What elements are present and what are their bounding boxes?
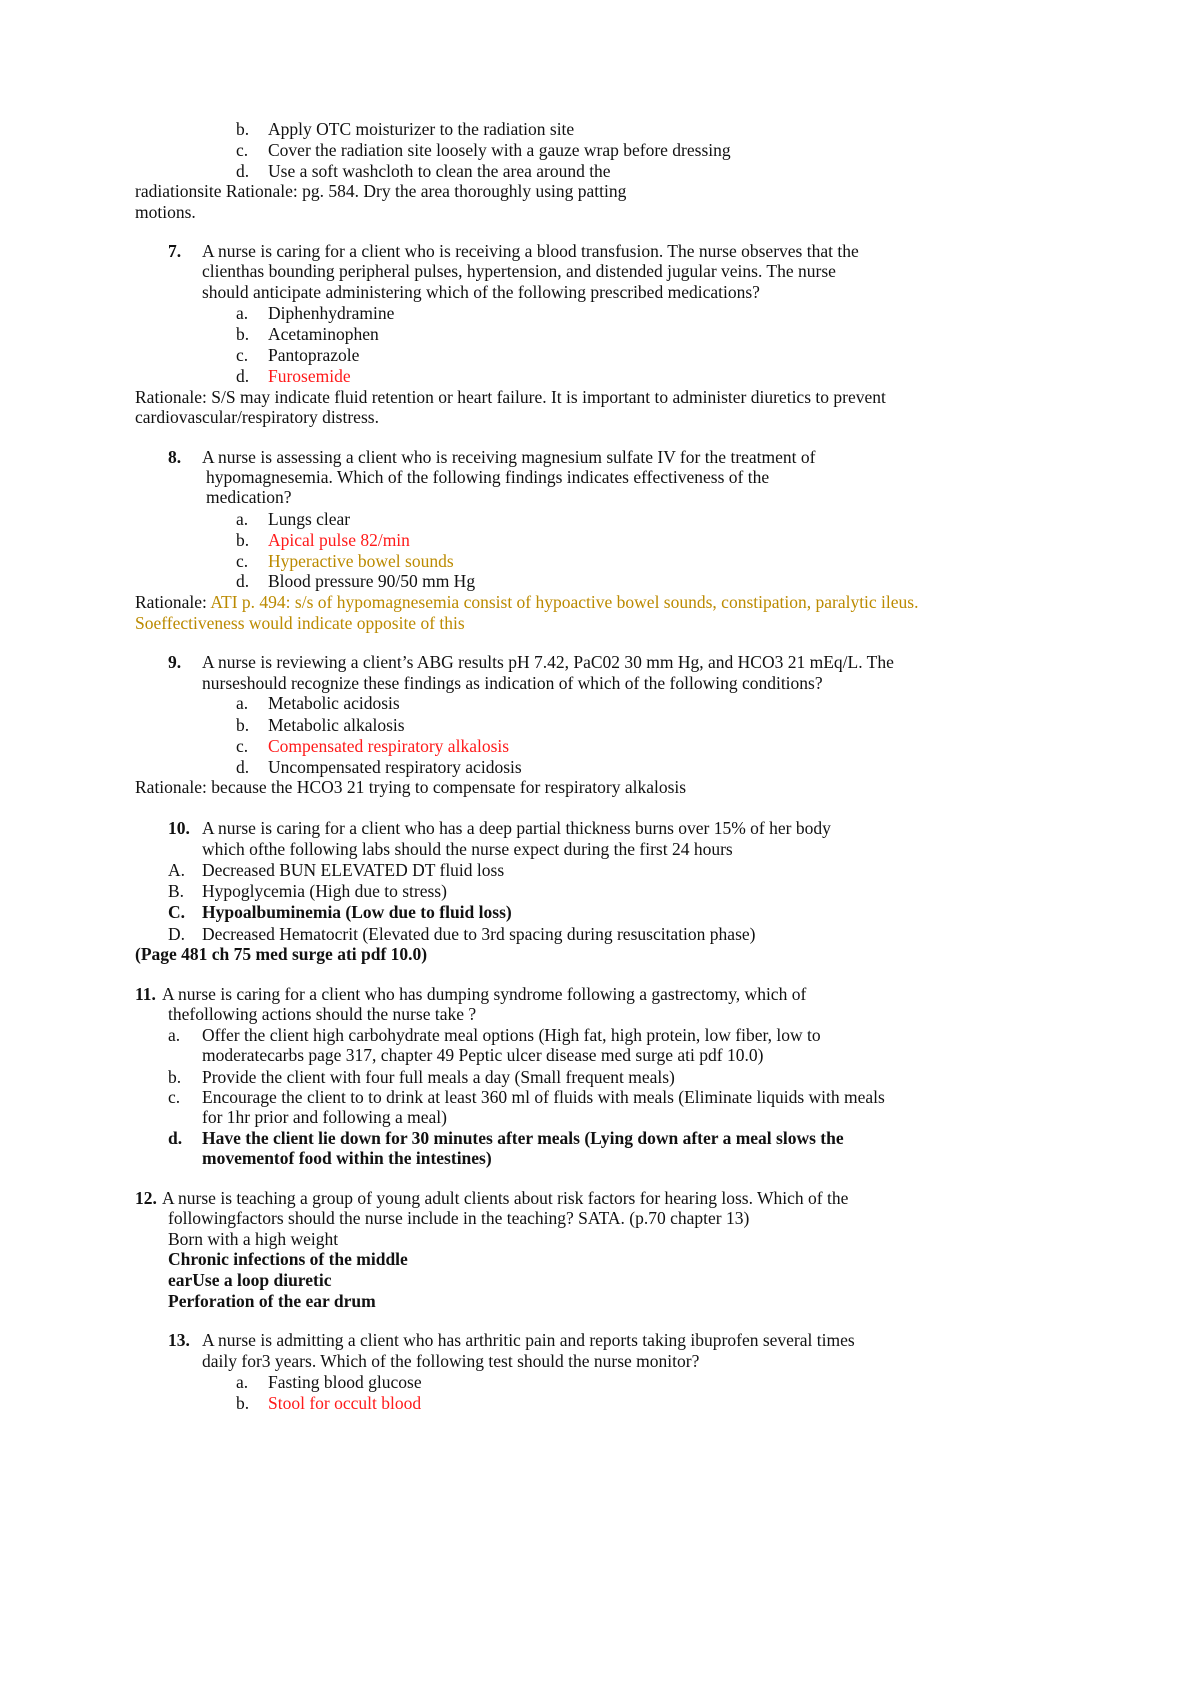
reference-note: (Page 481 ch 75 med surge ati pdf 10.0) <box>135 944 428 964</box>
option-text: Metabolic acidosis <box>268 693 400 713</box>
option-text: for 1hr prior and following a meal) <box>202 1107 447 1127</box>
option-letter: b. <box>236 530 250 550</box>
option-letter: a. <box>236 509 249 529</box>
question-number: 12. <box>135 1188 157 1208</box>
question-number: 8. <box>168 447 182 467</box>
correct-answer: movementof food within the intestines) <box>202 1148 492 1168</box>
option-text: Decreased Hematocrit (Elevated due to 3rd spacing during resuscitation phase) <box>202 924 756 944</box>
option-text: Hypoglycemia (High due to stress) <box>202 881 447 901</box>
option-letter: A. <box>168 860 186 880</box>
option-letter: D. <box>168 924 186 944</box>
question-text: clienthas bounding peripheral pulses, hypertension, and distended jugular veins. The nurse <box>202 261 836 281</box>
question-text: A nurse is caring for a client who has a deep partial thickness burns over 15% of her body <box>202 818 831 838</box>
correct-answer: Perforation of the ear drum <box>168 1291 376 1311</box>
question-text: A nurse is caring for a client who is receiving a blood transfusion. The nurse observes that the <box>202 241 859 261</box>
option-letter: c. <box>236 551 249 571</box>
option-text: Use a soft washcloth to clean the area around the <box>268 161 611 181</box>
question-text: medication? <box>206 487 292 507</box>
option-letter: c. <box>236 736 249 756</box>
correct-answer: Have the client lie down for 30 minutes after meals (Lying down after a meal slows the <box>202 1128 844 1148</box>
question-text: thefollowing actions should the nurse take ? <box>168 1004 477 1024</box>
option-text: Offer the client high carbohydrate meal options (High fat, high protein, low fiber, low to <box>202 1025 821 1045</box>
correct-answer: earUse a loop diuretic <box>168 1270 332 1290</box>
correct-answer: Chronic infections of the middle <box>168 1249 408 1269</box>
correct-answer: Compensated respiratory alkalosis <box>268 736 510 756</box>
rationale: Rationale: S/S may indicate fluid retention or heart failure. It is important to administer diuretics to prevent <box>135 387 886 407</box>
question-text: A nurse is admitting a client who has arthritic pain and reports taking ibuprofen several times <box>202 1330 855 1350</box>
rationale <box>135 591 919 613</box>
correct-answer: Furosemide <box>268 366 351 386</box>
rationale: Rationale: because the HCO3 21 trying to compensate for respiratory alkalosis <box>135 777 687 797</box>
option-text: Metabolic alkalosis <box>268 715 405 735</box>
option-letter: d. <box>236 757 250 777</box>
question-number: 10. <box>168 818 190 838</box>
option-text: Provide the client with four full meals a day (Small frequent meals) <box>202 1067 675 1087</box>
option-letter: c. <box>168 1087 181 1107</box>
question-text: A nurse is assessing a client who is receiving magnesium sulfate IV for the treatment of <box>202 447 816 467</box>
question-text: should anticipate administering which of the following prescribed medications? <box>202 282 760 302</box>
option-letter: d. <box>168 1128 183 1148</box>
question-text: A nurse is caring for a client who has dumping syndrome following a gastrectomy, which of <box>162 984 807 1004</box>
option-text: Born with a high weight <box>168 1229 339 1249</box>
question-text: A nurse is reviewing a client’s ABG results pH 7.42, PaC02 30 mm Hg, and HCO3 21 mEq/L. The <box>202 652 894 672</box>
rationale-text: ATI p. 494: s/s of hypomagnesemia consist of hypoactive bowel sounds, constipation, paralytic ileus. <box>210 592 919 612</box>
option-letter: b. <box>168 1067 182 1087</box>
correct-answer: Apical pulse 82/min <box>268 530 410 550</box>
question-text: daily for3 years. Which of the following test should the nurse monitor? <box>202 1351 700 1371</box>
option-text: Uncompensated respiratory acidosis <box>268 757 522 777</box>
option-letter: d. <box>236 571 250 591</box>
rationale-label: Rationale: <box>135 592 211 612</box>
continuation-text: motions. <box>135 202 196 222</box>
option-text: Decreased BUN ELEVATED DT fluid loss <box>202 860 505 880</box>
question-text: followingfactors should the nurse include in the teaching? SATA. (p.70 chapter 13) <box>168 1208 750 1228</box>
question-text: nurseshould recognize these findings as indication of which of the following conditions? <box>202 673 823 693</box>
option-text: Apply OTC moisturizer to the radiation site <box>268 119 575 139</box>
option-letter: a. <box>236 303 249 323</box>
rationale: cardiovascular/respiratory distress. <box>135 407 379 427</box>
option-letter: d. <box>236 366 250 386</box>
option-letter: c. <box>236 140 249 160</box>
option-text: Lungs clear <box>268 509 351 529</box>
question-text: A nurse is teaching a group of young adult clients about risk factors for hearing loss. Which of the <box>162 1188 849 1208</box>
rationale-text: Soeffectiveness would indicate opposite of this <box>135 613 465 633</box>
option-text: Cover the radiation site loosely with a gauze wrap before dressing <box>268 140 731 160</box>
question-number: 9. <box>168 652 182 672</box>
option-text: Fasting blood glucose <box>268 1372 422 1392</box>
option-letter: B. <box>168 881 185 901</box>
option-text: Encourage the client to to drink at least 360 ml of fluids with meals (Eliminate liquids with meals <box>202 1087 885 1107</box>
correct-answer: Hypoalbuminemia (Low due to fluid loss) <box>202 902 512 922</box>
highlighted-option: Hyperactive bowel sounds <box>268 551 454 571</box>
option-text: moderatecarbs page 317, chapter 49 Peptic ulcer disease med surge ati pdf 10.0) <box>202 1045 764 1065</box>
question-text: which ofthe following labs should the nurse expect during the first 24 hours <box>202 839 733 859</box>
option-letter: d. <box>236 161 250 181</box>
option-letter: a. <box>236 693 249 713</box>
option-letter: b. <box>236 324 250 344</box>
option-text: Acetaminophen <box>268 324 379 344</box>
option-text: Diphenhydramine <box>268 303 395 323</box>
option-letter: c. <box>236 345 249 365</box>
option-letter: C. <box>168 902 186 922</box>
option-letter: a. <box>168 1025 181 1045</box>
continuation-text: radiationsite Rationale: pg. 584. Dry the area thoroughly using patting <box>135 181 627 201</box>
question-number: 11. <box>135 984 156 1004</box>
question-number: 7. <box>168 241 182 261</box>
option-letter: b. <box>236 715 250 735</box>
option-text: Pantoprazole <box>268 345 360 365</box>
question-number: 13. <box>168 1330 190 1350</box>
option-letter: b. <box>236 1393 250 1413</box>
correct-answer: Stool for occult blood <box>268 1393 422 1413</box>
option-letter: a. <box>236 1372 249 1392</box>
option-letter: b. <box>236 119 250 139</box>
question-text: hypomagnesemia. Which of the following findings indicates effectiveness of the <box>206 467 770 487</box>
option-text: Blood pressure 90/50 mm Hg <box>268 571 476 591</box>
